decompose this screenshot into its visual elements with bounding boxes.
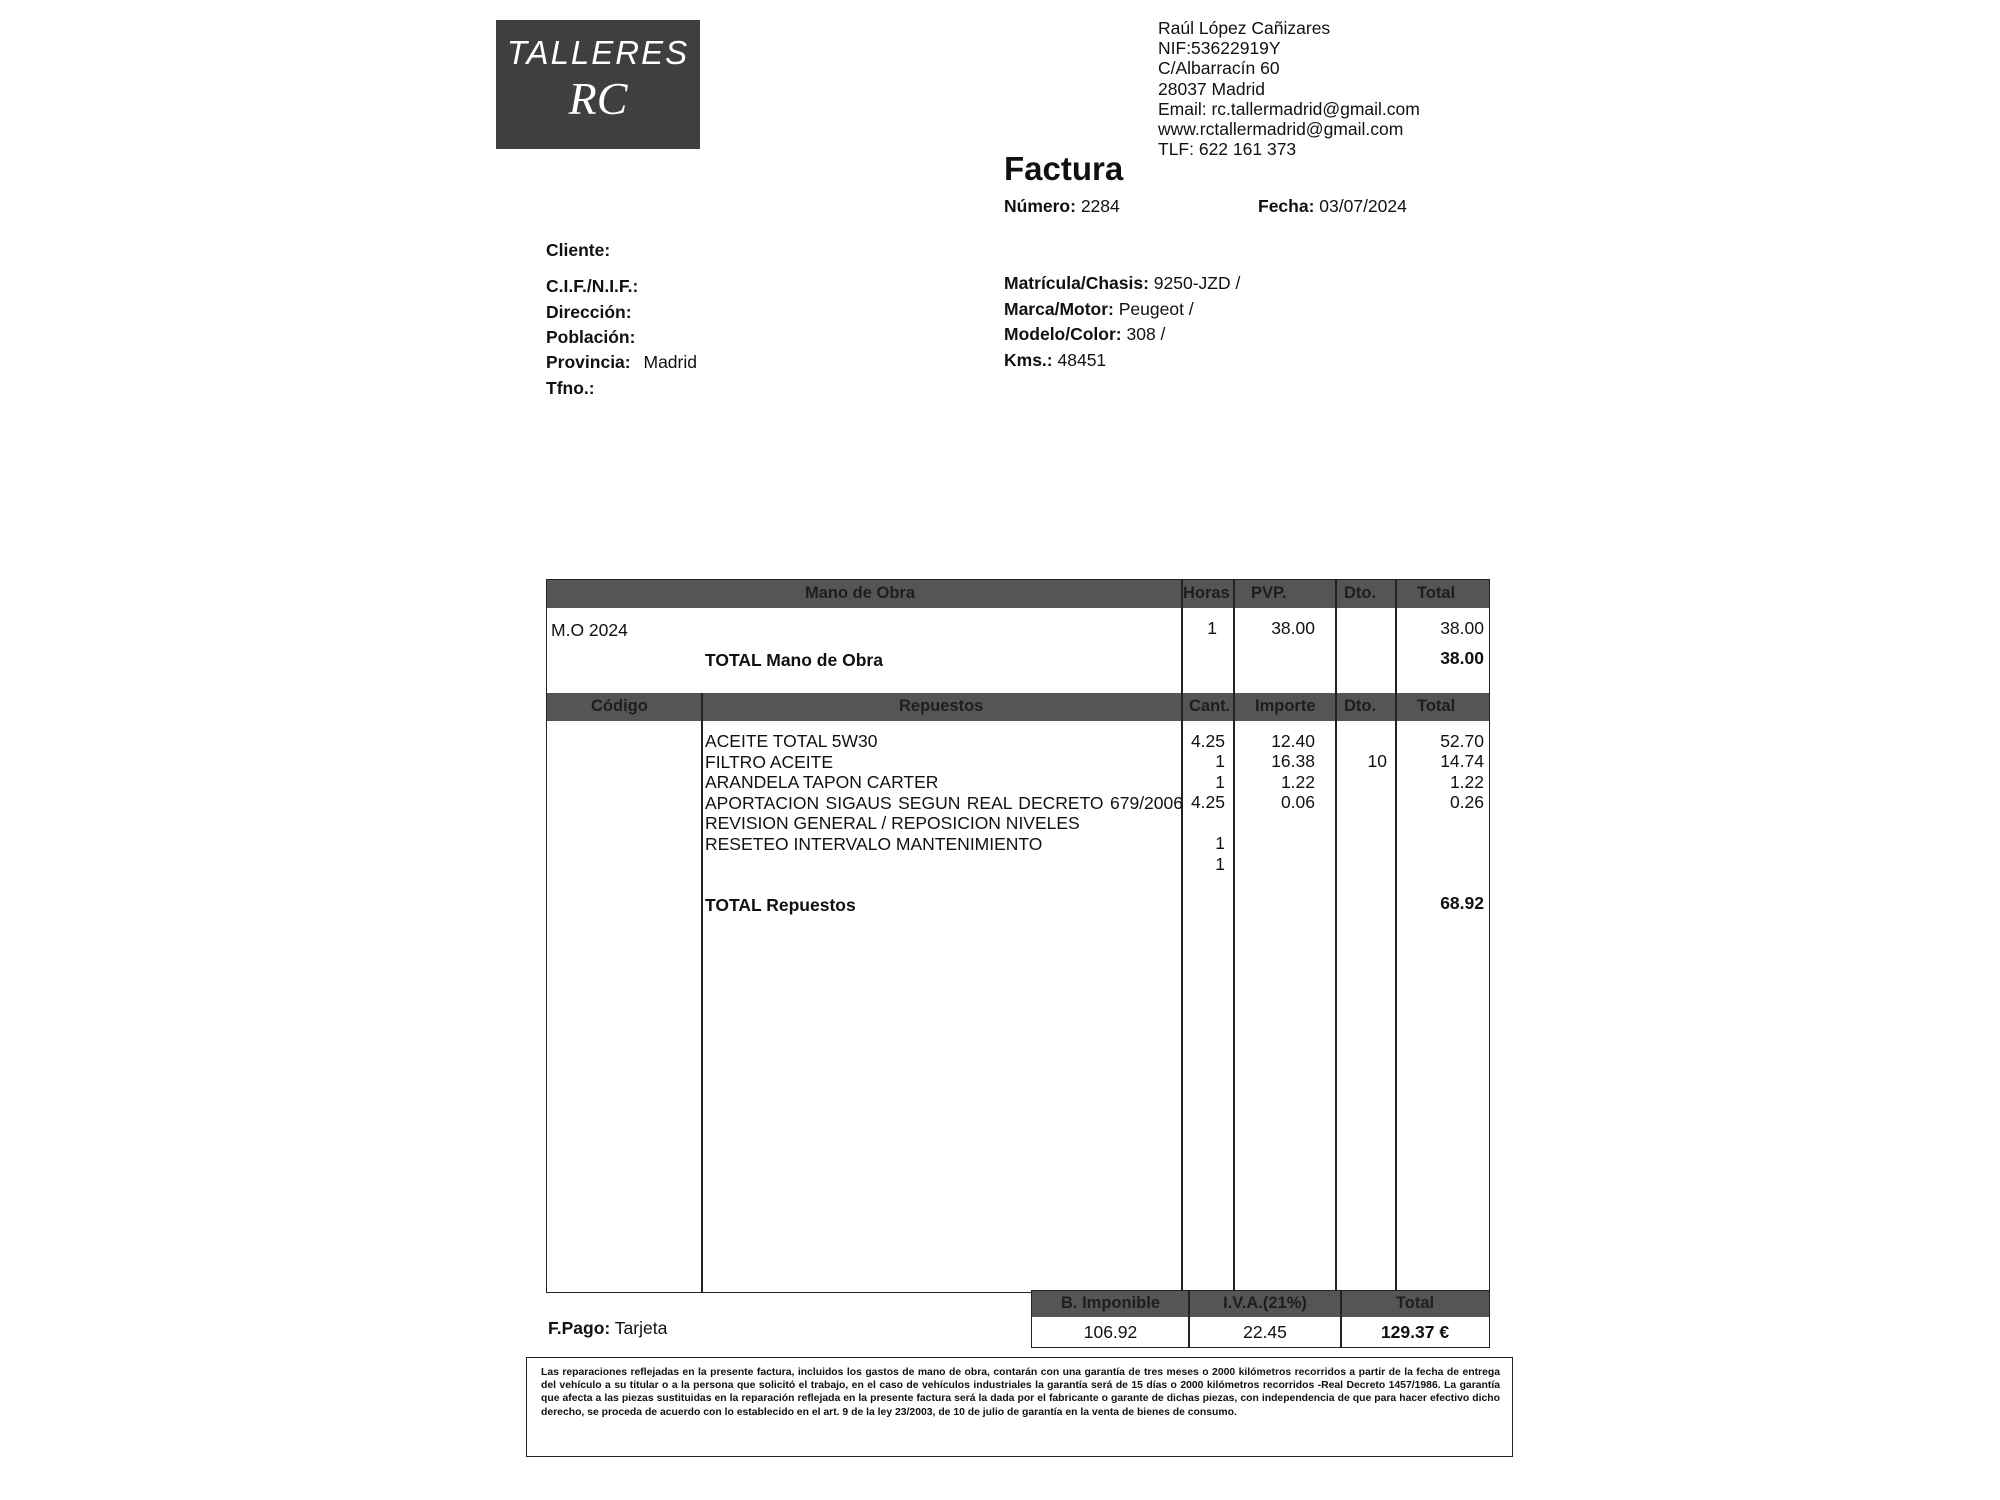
labor-row-price: 38.00 [1271, 618, 1315, 638]
issuer-city: 28037 Madrid [1158, 78, 1266, 99]
vehicle-kms-label: Kms.: [1004, 350, 1053, 370]
parts-total-label: TOTAL Repuestos [705, 895, 856, 915]
issuer-address: C/Albarracín 60 [1158, 58, 1280, 79]
grand-total-label: Total [1395, 1294, 1435, 1312]
part-desc: ACEITE TOTAL 5W30 [705, 731, 878, 751]
labor-row-total: 38.00 [1440, 618, 1484, 638]
vehicle-model [1004, 324, 1165, 345]
client-address [546, 302, 632, 323]
parts-header-qty: Cant. [1189, 697, 1231, 715]
part-qty: 4.25 [1190, 731, 1225, 751]
part-total: 14.74 [1440, 751, 1484, 771]
client-label: Cliente: [546, 240, 611, 260]
labor-total-value: 38.00 [1440, 648, 1484, 668]
part-qty: 1 [1215, 751, 1225, 771]
grand-total-value: 129.37 € [1380, 1322, 1450, 1342]
part-desc: APORTACION SIGAUS SEGUN REAL DECRETO 679/2006 [705, 792, 1183, 813]
part-total: 52.70 [1440, 731, 1484, 751]
payment-value: Tarjeta [614, 1318, 668, 1338]
totals-box [1031, 1290, 1490, 1348]
client-nif [546, 276, 638, 297]
labor-row-concept: M.O 2024 [551, 620, 628, 640]
base-label: B. Imponible [1061, 1294, 1160, 1312]
parts-header-amount: Importe [1255, 697, 1316, 715]
logo-monogram: RC [568, 73, 628, 124]
part-discount: 10 [1367, 751, 1387, 771]
invoice-title: Factura [1004, 150, 1124, 187]
part-qty: 1 [1215, 854, 1225, 874]
client-town-label: Población: [546, 327, 636, 347]
invoice-lines-table [546, 579, 1490, 1293]
client-phone-label: Tfno.: [546, 378, 595, 398]
vehicle-kms-value: 48451 [1057, 350, 1107, 370]
client-nif-label: C.I.F./N.I.F.: [546, 276, 639, 296]
vehicle-model-value: 308 / [1126, 324, 1166, 344]
part-desc: RESETEO INTERVALO MANTENIMIENTO [705, 833, 1043, 854]
labor-header-discount: Dto. [1344, 584, 1377, 602]
issuer-block [1158, 18, 1420, 159]
invoice-date-label: Fecha: [1258, 196, 1315, 216]
vehicle-make-value: Peugeot / [1118, 299, 1194, 319]
vehicle-kms [1004, 350, 1106, 371]
vehicle-model-label: Modelo/Color: [1004, 324, 1122, 344]
vehicle-plate-label: Matrícula/Chasis: [1004, 273, 1149, 293]
payment-label: F.Pago: [548, 1318, 611, 1338]
labor-header-total: Total [1417, 584, 1456, 602]
vat-label: I.V.A.(21%) [1223, 1294, 1307, 1312]
issuer-web: www.rctallermadrid@gmail.com [1158, 119, 1404, 140]
part-desc: FILTRO ACEITE [705, 751, 834, 772]
parts-header-desc: Repuestos [899, 697, 984, 715]
part-amount: 0.06 [1280, 792, 1315, 812]
invoice-date-value: 03/07/2024 [1319, 196, 1407, 216]
part-total: 0.26 [1449, 792, 1484, 812]
labor-header-hours: Horas [1183, 584, 1230, 602]
logo-brand-text: TALLERES [506, 34, 690, 71]
invoice-date [1258, 196, 1407, 217]
vehicle-make [1004, 299, 1194, 320]
parts-header-discount: Dto. [1344, 697, 1377, 715]
client-name [546, 240, 610, 261]
issuer-phone: TLF: 622 161 373 [1158, 139, 1297, 160]
parts-total-value: 68.92 [1440, 893, 1484, 913]
labor-header [547, 580, 1489, 608]
part-amount: 12.40 [1271, 731, 1315, 751]
part-total: 1.22 [1449, 772, 1484, 792]
parts-header-total: Total [1417, 697, 1456, 715]
parts-header-code: Código [591, 697, 648, 715]
vehicle-plate-value: 9250-JZD / [1153, 273, 1241, 293]
part-qty: 1 [1215, 833, 1225, 853]
part-qty: 4.25 [1190, 792, 1225, 812]
client-address-label: Dirección: [546, 302, 632, 322]
part-qty: 1 [1215, 772, 1225, 792]
issuer-name: Raúl López Cañizares [1158, 18, 1331, 38]
payment-method [548, 1318, 667, 1339]
invoice-number-label: Número: [1004, 196, 1076, 216]
vat-value: 22.45 [1243, 1322, 1287, 1342]
issuer-nif: NIF:53622919Y [1158, 38, 1281, 59]
client-province-value: Madrid [643, 352, 697, 372]
invoice-number [1004, 196, 1120, 217]
part-amount: 16.38 [1271, 751, 1315, 771]
client-town [546, 327, 635, 348]
parts-descriptions [705, 731, 1183, 854]
part-amount: 1.22 [1280, 772, 1315, 792]
company-logo [496, 20, 700, 149]
vehicle-plate [1004, 273, 1240, 294]
invoice-number-value: 2284 [1080, 196, 1120, 216]
client-phone [546, 378, 595, 399]
part-desc: REVISION GENERAL / REPOSICION NIVELES [705, 813, 1080, 833]
client-province [546, 352, 697, 373]
base-value: 106.92 [1083, 1322, 1138, 1342]
part-desc: ARANDELA TAPON CARTER [705, 772, 939, 792]
parts-header [547, 693, 1489, 721]
client-province-label: Provincia: [546, 352, 631, 372]
vehicle-make-label: Marca/Motor: [1004, 299, 1114, 319]
issuer-email: Email: rc.tallermadrid@gmail.com [1158, 98, 1420, 119]
labor-header-concept: Mano de Obra [805, 584, 916, 602]
warranty-notice: Las reparaciones reflejadas en la presente factura, incluidos los gastos de mano de obra, contarán con una garantía de tres meses o 2000 kilómetros recorridos a partir de la fecha de entrega del vehículo a su titular o a la persona que solicitó el trabajo, en el caso de vehículos industriales la garantía será de 15 días o 2000 kilómetros recorridos -Real Decreto 1457/1986. La garantía que afecta a las piezas sustituidas en la reparación reflejada en la presente factura será la dada por el fabricante o garante de dichas piezas, con independencia de que para hacer efectivo dicho derecho, se proceda de acuerdo con lo establecido en el art. 9 de la ley 23/2003, de 10 de julio de garantía en la venta de bienes de consumo. [526, 1357, 1513, 1457]
labor-row-hours: 1 [1207, 618, 1217, 638]
labor-total-label: TOTAL Mano de Obra [705, 650, 883, 670]
labor-header-price: PVP. [1251, 584, 1287, 602]
